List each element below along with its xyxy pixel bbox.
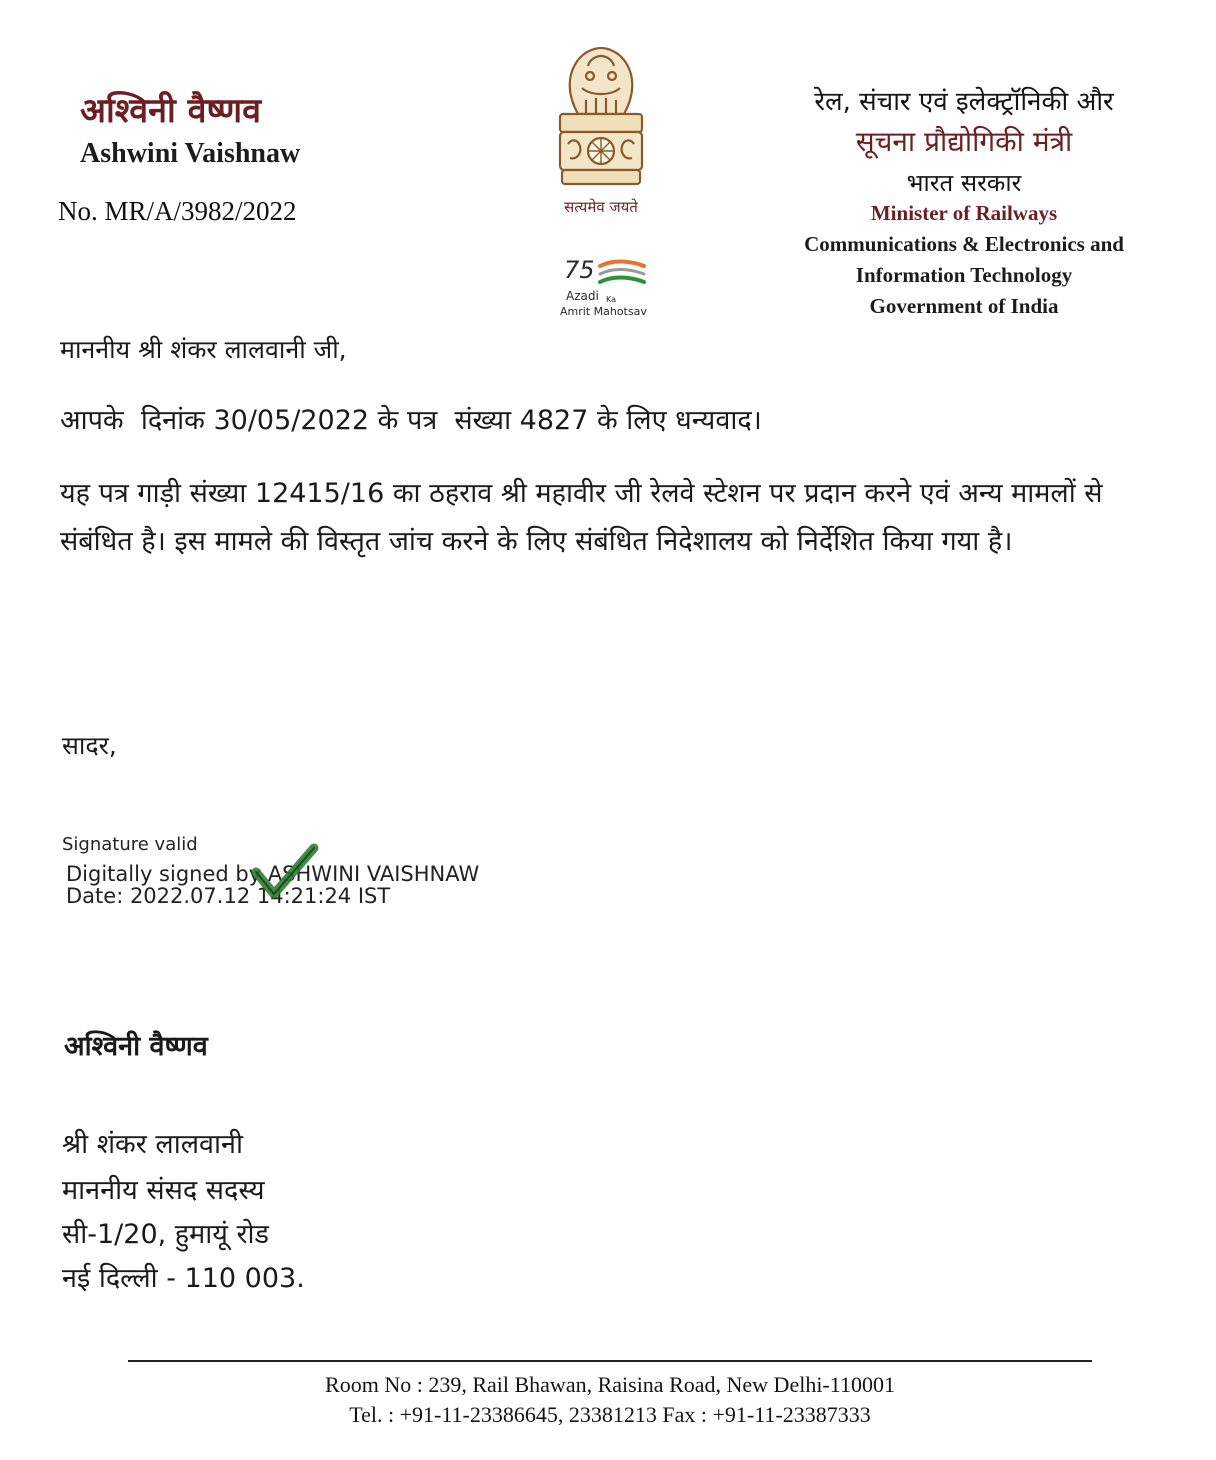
signature-status: Signature valid: [62, 834, 198, 855]
recipient-street: सी-1/20, हुमायूं रोड: [62, 1219, 269, 1250]
azadi-ka-amrit-mahotsav-logo: [554, 254, 674, 320]
closing: सादर,: [62, 731, 117, 760]
amrit-logo-azadi: Azadi: [566, 289, 599, 303]
reference-number: No. MR/A/3982/2022: [58, 196, 297, 226]
footer-divider: [128, 1360, 1092, 1362]
footer-address: Room No : 239, Rail Bhawan, Raisina Road, New Delhi-110001: [325, 1372, 895, 1397]
recipient-designation: माननीय संसद सदस्य: [62, 1175, 265, 1206]
designation-hindi-line-2: सूचना प्रौद्योगिकी मंत्री: [855, 125, 1073, 158]
designation-english-line-1: Minister of Railways: [870, 201, 1058, 225]
sender-name-english: Ashwini Vaishnaw: [80, 138, 301, 169]
footer-contact: Tel. : +91-11-23386645, 23381213 Fax : +91-11-23387333: [349, 1402, 871, 1427]
amrit-logo-number: 75: [564, 256, 595, 284]
thanks-line: आपके दिनांक 30/05/2022 के पत्र संख्या 4827 के लिए धन्यवाद।: [60, 405, 762, 436]
designation-hindi-line-3: भारत सरकार: [906, 169, 1022, 197]
designation-english-line-4: Government of India: [869, 294, 1059, 318]
signature-date: Date: 2022.07.12 14:21:24 IST: [66, 884, 391, 908]
amrit-logo-mahotsav: Amrit Mahotsav: [560, 305, 647, 318]
salutation: माननीय श्री शंकर लालवानी जी,: [60, 335, 347, 364]
designation-english-line-2: Communications & Electronics and: [804, 232, 1124, 256]
designation-hindi-line-1: रेल, संचार एवं इलेक्ट्रॉनिकी और: [814, 87, 1114, 117]
amrit-logo-ka: Ka: [606, 295, 617, 304]
checkmark-icon: [250, 842, 320, 904]
recipient-city: नई दिल्ली - 110 003.: [62, 1263, 305, 1294]
sender-name-hindi: अश्विनी वैष्णव: [80, 91, 261, 131]
designation-english-line-3: Information Technology: [855, 263, 1073, 287]
signer-name: अश्विनी वैष्णव: [64, 1031, 208, 1062]
recipient-name: श्री शंकर लालवानी: [62, 1129, 244, 1160]
national-emblem-icon: [538, 36, 664, 242]
emblem-motto: सत्यमेव जयते: [564, 198, 638, 216]
body-paragraph: यह पत्र गाड़ी संख्या 12415/16 का ठहराव श्री महावीर जी रेलवे स्टेशन पर प्रदान करने एवं अन्य मामलों से संबंधित है। इस मामले की विस्तृत जांच करने के लिए संबंधित निदेशालय को निर्देशित किया गया है।: [60, 478, 1103, 557]
signature-signed-by: Digitally signed by ASHWINI VAISHNAW: [66, 862, 480, 886]
